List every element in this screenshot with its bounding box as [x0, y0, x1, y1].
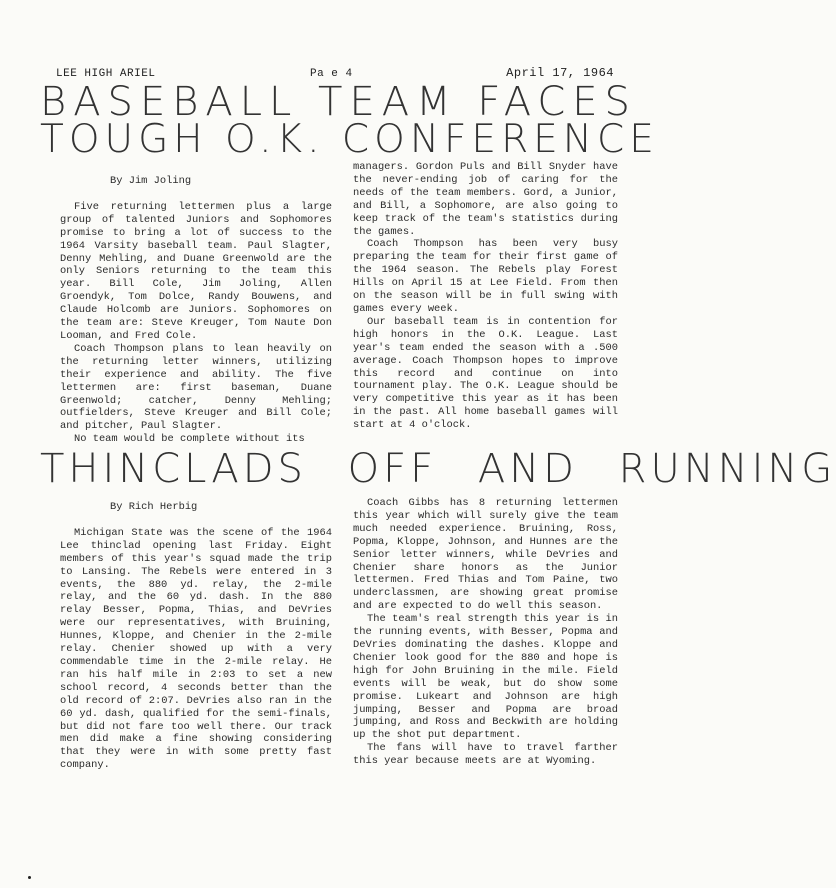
track-byline: By Rich Herbig — [110, 501, 198, 513]
baseball-paragraph: Coach Thompson plans to lean heavily on the returning letter winners, utilizing their experience and ability. The five lettermen are: first baseman, Duane Greenwold; catcher, Denny Mehling; outfielders, Steve Kreuger and Bill Cole; and pitcher, Paul Slagter. — [60, 342, 332, 433]
track-right-column — [353, 497, 618, 768]
baseball-paragraph: managers. Gordon Puls and Bill Snyder have the never-ending job of caring for the needs of the team members. Gord, a Junior, and Bill, a Sophomore, are also going to keep track of the team's statistics during the games. — [353, 161, 618, 238]
baseball-paragraph: No team would be complete without its — [74, 433, 305, 446]
page-number: Pa e 4 — [310, 68, 353, 80]
track-paragraph: The fans will have to travel farther this year because meets are at Wyoming. — [353, 742, 618, 768]
baseball-headline-line1: BASEBALL TEAM FACES — [40, 79, 637, 125]
baseball-paragraph: Our baseball team is in contention for high honors in the O.K. League. Last year's team ended the season with a .500 average. Coach Thompson hopes to improve this record and continue on into tournament play. The O.K. League should be very competitive this year as it has been in the past. All home baseball games will start at 4 o'clock. — [353, 315, 618, 432]
baseball-paragraph: Five returning lettermen plus a large group of talented Juniors and Sophomores promise to bring a lot of success to the 1964 Varsity baseball team. Paul Slagter, Denny Mehling, and Duane Greenwold are the only Seniors returning to the team this year. Bill Cole, Jim Joling, Allen Groendyk, Tom Dolce, Randy Bouwens, and Claude Holcomb are Juniors. Sophomores on the team are: Steve Kreuger, Tom Naute Don Looman, and Fred Cole. — [60, 200, 332, 342]
baseball-left-column — [60, 171, 332, 446]
track-paragraph: Coach Gibbs has 8 returning lettermen this year which will surely give the team much needed experience. Bruining, Ross, Popma, Kloppe, Johnson, and Hunnes are the Senior letter winners, while DeVries and Chenier share honors as the Junior lettermen. Fred Thias and Tom Paine, two underclassmen, are showing great promise and are expected to do well this season. — [353, 497, 618, 613]
ink-speck — [28, 876, 31, 879]
track-paragraph: Michigan State was the scene of the 1964 Lee thinclad opening last Friday. Eight members of this year's squad made the trip to Lansing. The Rebels were entered in 3 events, the 880 yd. relay, the 2-mile relay, and the 60 yd. dash. In the 880 relay Besser, Popma, Thias, and DeVries were our representatives, with Bruining, Hunnes, Kloppe, and Chenier in the 2-mile relay. Chenier showed up with a very commendable time in the 2-mile relay. He ran his half mile in 2:03 to set a new school record, 4 seconds better than the old record of 2:07. DeVries also ran in the 60 yd. dash, qualified for the semi-finals, but did not fare too well there. Our track men did make a fine showing considering that they were in with some pretty fast company. — [60, 526, 332, 772]
track-paragraph: The team's real strength this year is in the running events, with Besser, Popma and DeVries dominating the dashes. Kloppe and Chenier look good for the 880 and hope is high for John Bruining in the mile. Field events will be weak, but do show some promise. Lukeart and Johnson are high jumping, Besser and Popma are broad jumping, and Ross and Beckwith are holding up the shot put department. — [353, 613, 618, 742]
newspaper-name: LEE HIGH ARIEL — [56, 68, 156, 80]
issue-date: April 17, 1964 — [506, 66, 614, 80]
track-headline: THINCLADS OFF AND RUNNING — [40, 446, 836, 492]
baseball-right-column — [353, 161, 618, 432]
baseball-headline-line2: TOUGH O.K. CONFERENCE — [40, 117, 659, 162]
track-left-column — [60, 497, 332, 772]
baseball-paragraph: Coach Thompson has been very busy preparing the team for their first game of the 1964 season. The Rebels play Forest Hills on April 15 at Lee Field. From then on the season will be in full swing with games every week. — [353, 238, 618, 315]
baseball-byline: By Jim Joling — [110, 175, 192, 187]
